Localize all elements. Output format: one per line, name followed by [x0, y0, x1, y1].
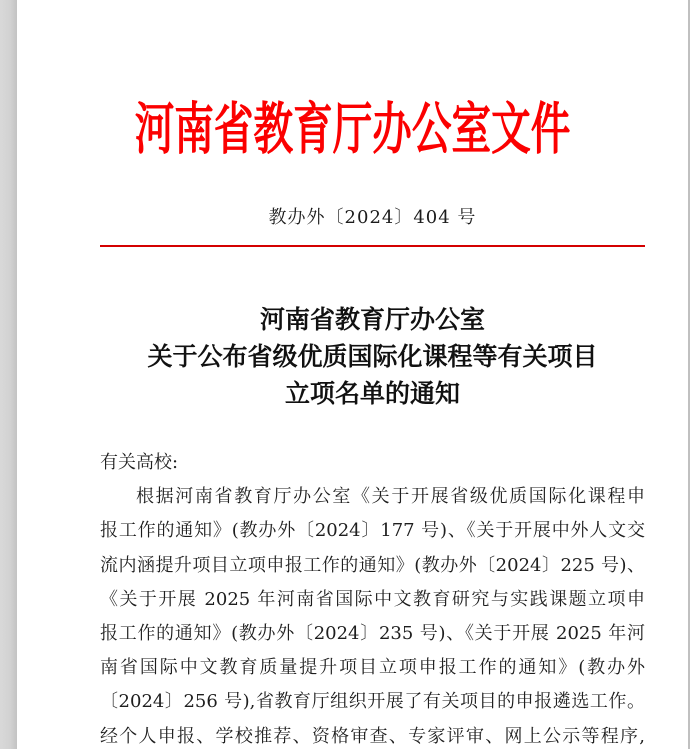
paragraph-line: 报工作的通知》(教办外〔2024〕235 号)、《关于开展 2025 年河 — [100, 623, 645, 645]
page-left-shadow — [0, 0, 17, 749]
paragraph-line: 流内涵提升项目立项申报工作的通知》(教办外〔2024〕225 号)、 — [100, 554, 645, 576]
paragraph-line: 经个人申报、学校推荐、资格审查、专家评审、网上公示等程序, — [100, 725, 645, 747]
paragraph-line: 南省国际中文教育质量提升项目立项申报工作的通知》(教办外 — [100, 657, 645, 679]
paragraph-line: 根据河南省教育厅办公室《关于开展省级优质国际化课程申 — [136, 486, 645, 508]
salutation-line: 有关高校: — [100, 452, 179, 473]
paragraph-line: 〔2024〕256 号),省教育厅组织开展了有关项目的申报遴选工作。 — [100, 691, 645, 713]
paragraph-line: 《关于开展 2025 年河南省国际中文教育研究与实践课题立项申 — [100, 588, 645, 610]
document-body — [100, 446, 645, 749]
page-right-border — [688, 0, 690, 749]
document-number: 教办外〔2024〕404 号 — [268, 207, 477, 228]
agency-header-text: 河南省教育厅办公室文件 — [134, 95, 571, 162]
document-title-line-3: 立项名单的通知 — [284, 379, 460, 408]
red-separator-rule — [100, 245, 645, 247]
document-title-line-2: 关于公布省级优质国际化课程等有关项目 — [147, 342, 598, 371]
document-title — [85, 301, 660, 412]
document-title-line-1: 河南省教育厅办公室 — [259, 305, 485, 334]
paragraph-line: 报工作的通知》(教办外〔2024〕177 号)、《关于开展中外人文交 — [100, 520, 645, 542]
agency-header-banner — [17, 84, 688, 163]
